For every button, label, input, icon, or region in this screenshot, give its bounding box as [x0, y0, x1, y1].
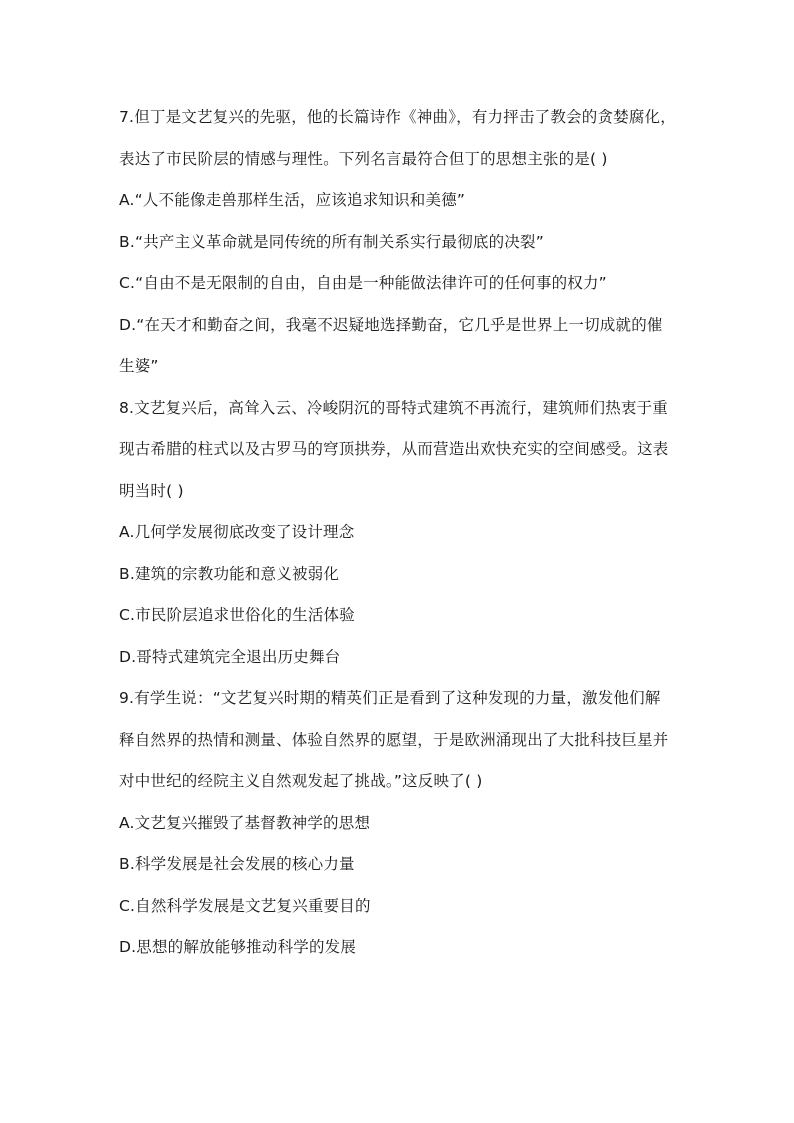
option-a: A.“人不能像走兽那样生活，应该追求知识和美德” [119, 191, 466, 209]
question-stem-line: 表达了市民阶层的情感与理性。下列名言最符合但丁的思想主张的是( ) [119, 149, 608, 168]
option-c: C.市民阶层追求世俗化的生活体验 [119, 606, 355, 624]
question-8 [119, 394, 699, 685]
option-d: D.哥特式建筑完全退出历史舞台 [119, 647, 341, 666]
option-b: B.建筑的宗教功能和意义被弱化 [119, 564, 340, 583]
question-stem-line: 现古希腊的柱式以及古罗马的穹顶拱券，从而营造出欢快充实的空间感受。这表 [119, 440, 669, 458]
option-a: A.几何学发展彻底改变了设计理念 [119, 523, 355, 541]
question-stem-line: 对中世纪的经院主义自然观发起了挑战。”这反映了( ) [119, 772, 483, 790]
option-c: C.“自由不是无限制的自由，自由是一种能做法律许可的任何事的权力” [119, 274, 607, 292]
option-d-continuation: 生婆” [119, 357, 159, 375]
question-list [119, 103, 699, 975]
option-d: D.“在天才和勤奋之间，我毫不迟疑地选择勤奋，它几乎是世界上一切成就的催 [119, 315, 663, 334]
option-b: B.“共产主义革命就是同传统的所有制关系实行最彻底的决裂” [119, 232, 544, 251]
option-a: A.文艺复兴摧毁了基督教神学的思想 [119, 813, 371, 832]
question-stem-line: 9.有学生说：“文艺复兴时期的精英们正是看到了这种发现的力量，激发他们解 [119, 689, 661, 707]
option-d: D.思想的解放能够推动科学的发展 [119, 938, 357, 956]
option-b: B.科学发展是社会发展的核心力量 [119, 855, 355, 873]
question-stem-line: 7.但丁是文艺复兴的先驱，他的长篇诗作《神曲》，有力抨击了教会的贪婪腐化， [119, 108, 676, 126]
option-c: C.自然科学发展是文艺复兴重要目的 [119, 896, 371, 915]
question-stem-line: 8.文艺复兴后，高耸入云、冷峻阴沉的哥特式建筑不再流行，建筑师们热衷于重 [119, 398, 668, 417]
question-7 [119, 103, 699, 394]
question-stem-line: 释自然界的热情和测量、体验自然界的愿望，于是欧洲涌现出了大批科技巨星并 [119, 730, 669, 749]
question-stem-line: 明当时( ) [119, 481, 184, 500]
question-9 [119, 684, 699, 975]
